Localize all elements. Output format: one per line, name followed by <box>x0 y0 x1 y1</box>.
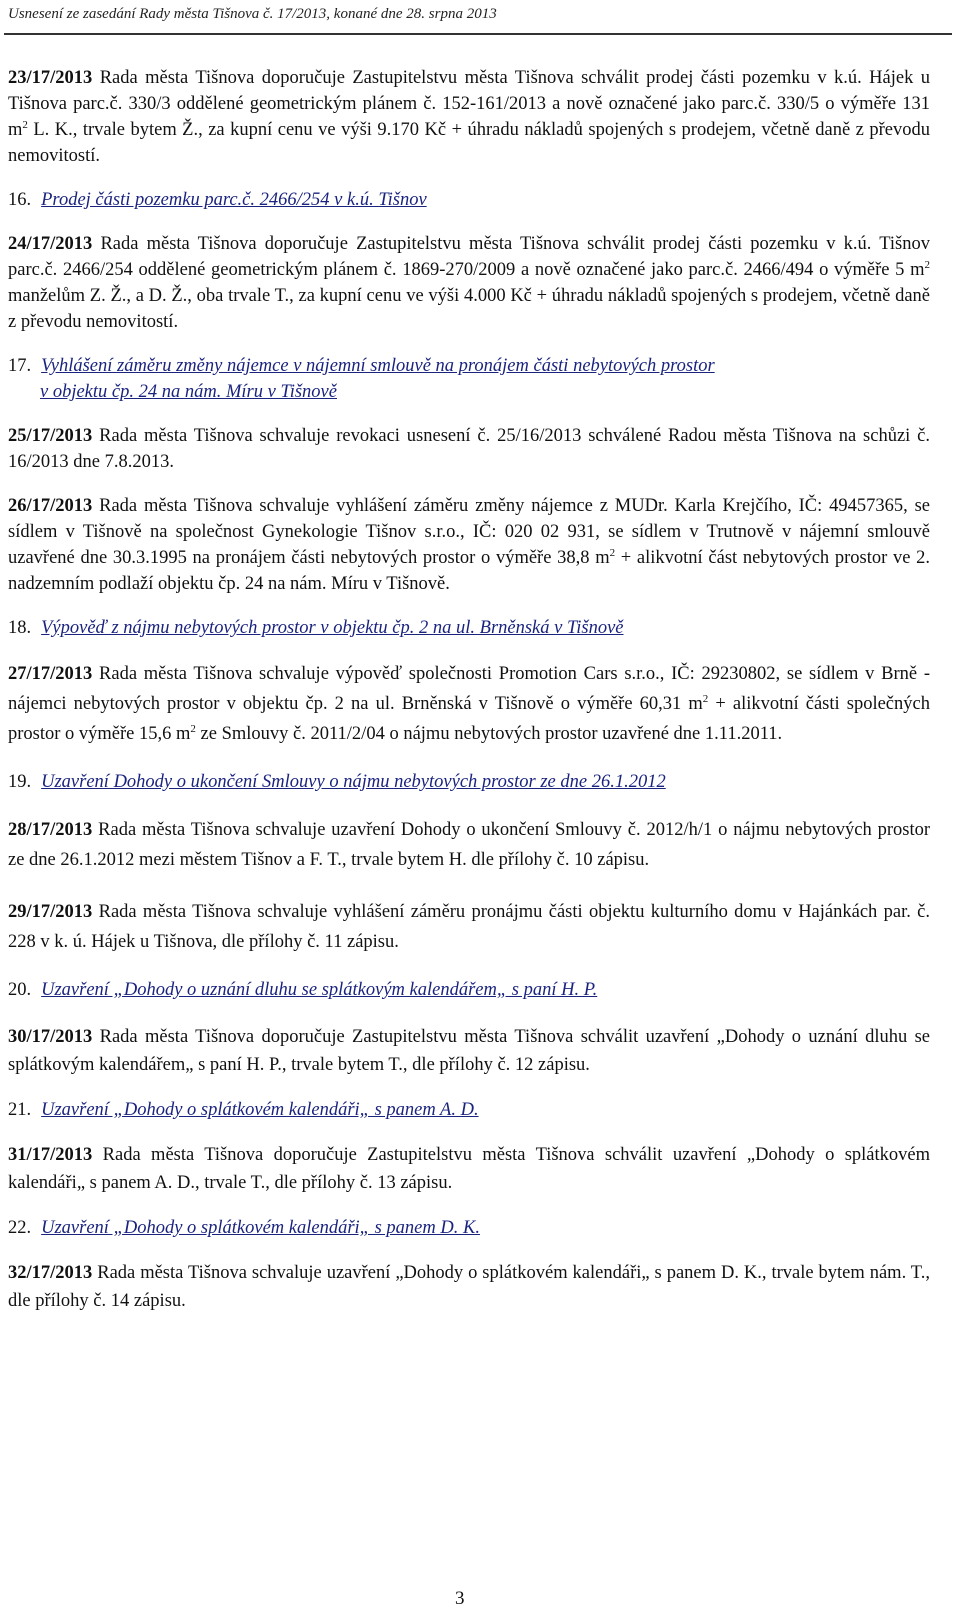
section-number: 16. <box>8 190 32 210</box>
section-number: 20. <box>8 980 32 1000</box>
section-title: Vyhlášení záměru změny nájemce v nájemní smlouvě na pronájem části nebytových prostor <box>41 356 715 376</box>
page-number: 3 <box>455 1588 465 1609</box>
section-number: 17. <box>8 356 32 376</box>
section-number: 19. <box>8 772 32 792</box>
resolution-27 <box>8 659 930 749</box>
superscript: 2 <box>702 693 709 705</box>
resolution-32 <box>8 1259 930 1315</box>
section-heading-20 <box>8 977 930 1003</box>
resolution-text-cont: + alikvotní část nebytových prostor ve 2. nadzemním podlaží objektu čp. 24 na nám. Míru v Tišnově. <box>8 548 931 594</box>
resolution-23 <box>8 65 930 169</box>
section-heading-17-cont <box>8 379 930 405</box>
superscript: 2 <box>609 547 616 559</box>
resolution-text: Rada města Tišnova schvaluje vyhlášení záměru pronájmu části objektu kulturního domu v Hajánkách par. č. 228 v k. ú. Hájek u Tišnova, dle přílohy č. 11 zápisu. <box>8 902 930 952</box>
resolution-text: Rada města Tišnova doporučuje Zastupitelstvu města Tišnova schválit uzavření „Dohody o uznání dluhu se splátkovým kalendářem„ s paní H. P., trvale bytem T., dle přílohy č. 12 zápisu. <box>8 1027 930 1075</box>
resolution-number: 27/17/2013 <box>8 664 93 684</box>
section-heading-16 <box>8 187 930 213</box>
resolution-28 <box>8 815 930 875</box>
section-heading-18 <box>8 615 930 641</box>
section-title: Výpověď z nájmu nebytových prostor v objektu čp. 2 na ul. Brněnská v Tišnově <box>41 618 624 638</box>
resolution-text: Rada města Tišnova schvaluje výpověď společnosti Promotion Cars s.r.o., IČ: 29230802, se sídlem v Brně - nájemci nebytových prostor v objektu čp. 2 na ul. Brněnská v Tišnově o výměře 60,31 m <box>8 664 930 714</box>
resolution-text: Rada města Tišnova doporučuje Zastupitelstvu města Tišnova schválit prodej části pozemku v k.ú. Tišnov parc.č. 2466/254 oddělené geometrickým plánem č. 1869-270/2009 a nově označené jako parc.č. 2466/494 o výměře 5 m <box>8 234 930 280</box>
resolution-30 <box>8 1023 930 1079</box>
resolution-31 <box>8 1141 930 1197</box>
resolution-number: 30/17/2013 <box>8 1027 93 1047</box>
section-title: Uzavření „Dohody o splátkovém kalendáři„ s panem D. K. <box>41 1218 480 1238</box>
document-body <box>8 65 930 1315</box>
section-heading-22 <box>8 1215 930 1241</box>
resolution-number: 24/17/2013 <box>8 234 93 254</box>
resolution-text: Rada města Tišnova schvaluje uzavření „Dohody o splátkovém kalendáři„ s panem D. K., trvale bytem nám. T., dle přílohy č. 14 zápisu. <box>8 1263 930 1311</box>
resolution-text: Rada města Tišnova doporučuje Zastupitelstvu města Tišnova schválit prodej části pozemku v k.ú. Hájek u Tišnova parc.č. 330/3 oddělené geometrickým plánem č. 152-161/2013 a nově označené jako parc.č. 330/5 o výměře 131 m <box>8 68 930 140</box>
section-title-cont: v objektu čp. 24 na nám. Míru v Tišnově <box>40 382 337 402</box>
resolution-number: 23/17/2013 <box>8 68 93 88</box>
section-number: 22. <box>8 1218 32 1238</box>
resolution-24 <box>8 231 930 335</box>
section-number: 21. <box>8 1100 32 1120</box>
section-heading-17 <box>8 353 930 379</box>
resolution-26 <box>8 493 930 597</box>
resolution-25 <box>8 423 930 475</box>
superscript: 2 <box>22 119 28 131</box>
resolution-text-cont: ze Smlouvy č. 2011/2/04 o nájmu nebytových prostor uzavřené dne 1.11.2011. <box>195 724 783 744</box>
resolution-number: 31/17/2013 <box>8 1145 93 1165</box>
header-divider <box>4 33 952 35</box>
superscript: 2 <box>924 259 930 271</box>
section-heading-21 <box>8 1097 930 1123</box>
resolution-number: 28/17/2013 <box>8 820 93 840</box>
resolution-number: 29/17/2013 <box>8 902 93 922</box>
resolution-text: Rada města Tišnova schvaluje vyhlášení záměru změny nájemce z MUDr. Karla Krejčího, IČ: 49457365, se sídlem v Tišnově na společnost Gynekologie Tišnov s.r.o., IČ: 020 02 931, se sídlem v Trutnově v nájemní smlouvě uzavřené dne 30.3.1995 na pronájem části nebytových prostor o výměře 38,8 m <box>8 496 930 568</box>
resolution-text: Rada města Tišnova schvaluje uzavření Dohody o ukončení Smlouvy č. 2012/h/1 o nájmu nebytových prostor ze dne 26.1.2012 mezi městem Tišnov a F. T., trvale bytem H. dle přílohy č. 10 zápisu. <box>8 820 930 870</box>
section-heading-19 <box>8 769 930 795</box>
resolution-text: Rada města Tišnova schvaluje revokaci usnesení č. 25/16/2013 schválené Radou města Tišnova na schůzi č. 16/2013 dne 7.8.2013. <box>8 426 930 472</box>
resolution-text: Rada města Tišnova doporučuje Zastupitelstvu města Tišnova schválit uzavření „Dohody o splátkovém kalendáři„ s panem A. D., trvale T., dle přílohy č. 13 zápisu. <box>8 1145 930 1193</box>
section-title: Prodej části pozemku parc.č. 2466/254 v k.ú. Tišnov <box>41 190 427 210</box>
resolution-number: 32/17/2013 <box>8 1263 93 1283</box>
section-number: 18. <box>8 618 32 638</box>
resolution-number: 25/17/2013 <box>8 426 93 446</box>
document-header: Usnesení ze zasedání Rady města Tišnova č. 17/2013, konané dne 28. srpna 2013 <box>8 6 497 22</box>
section-title: Uzavření „Dohody o uznání dluhu se splátkovým kalendářem„ s paní H. P. <box>41 980 598 1000</box>
section-title: Uzavření Dohody o ukončení Smlouvy o nájmu nebytových prostor ze dne 26.1.2012 <box>41 772 666 792</box>
section-title: Uzavření „Dohody o splátkovém kalendáři„ s panem A. D. <box>41 1100 479 1120</box>
resolution-text-cont: L. K., trvale bytem Ž., za kupní cenu ve výši 9.170 Kč + úhradu nákladů spojených s prodejem, včetně daně z převodu nemovitostí. <box>8 120 930 166</box>
resolution-number: 26/17/2013 <box>8 496 93 516</box>
resolution-text-cont: manželům Z. Ž., a D. Ž., oba trvale T., za kupní cenu ve výši 4.000 Kč + úhradu nákladů spojených s prodejem, včetně daně z převodu nemovitostí. <box>8 286 930 332</box>
resolution-text-cont: + alikvotní části společných prostor o výměře 15,6 m <box>8 694 930 744</box>
resolution-29 <box>8 897 930 957</box>
superscript: 2 <box>190 723 196 735</box>
